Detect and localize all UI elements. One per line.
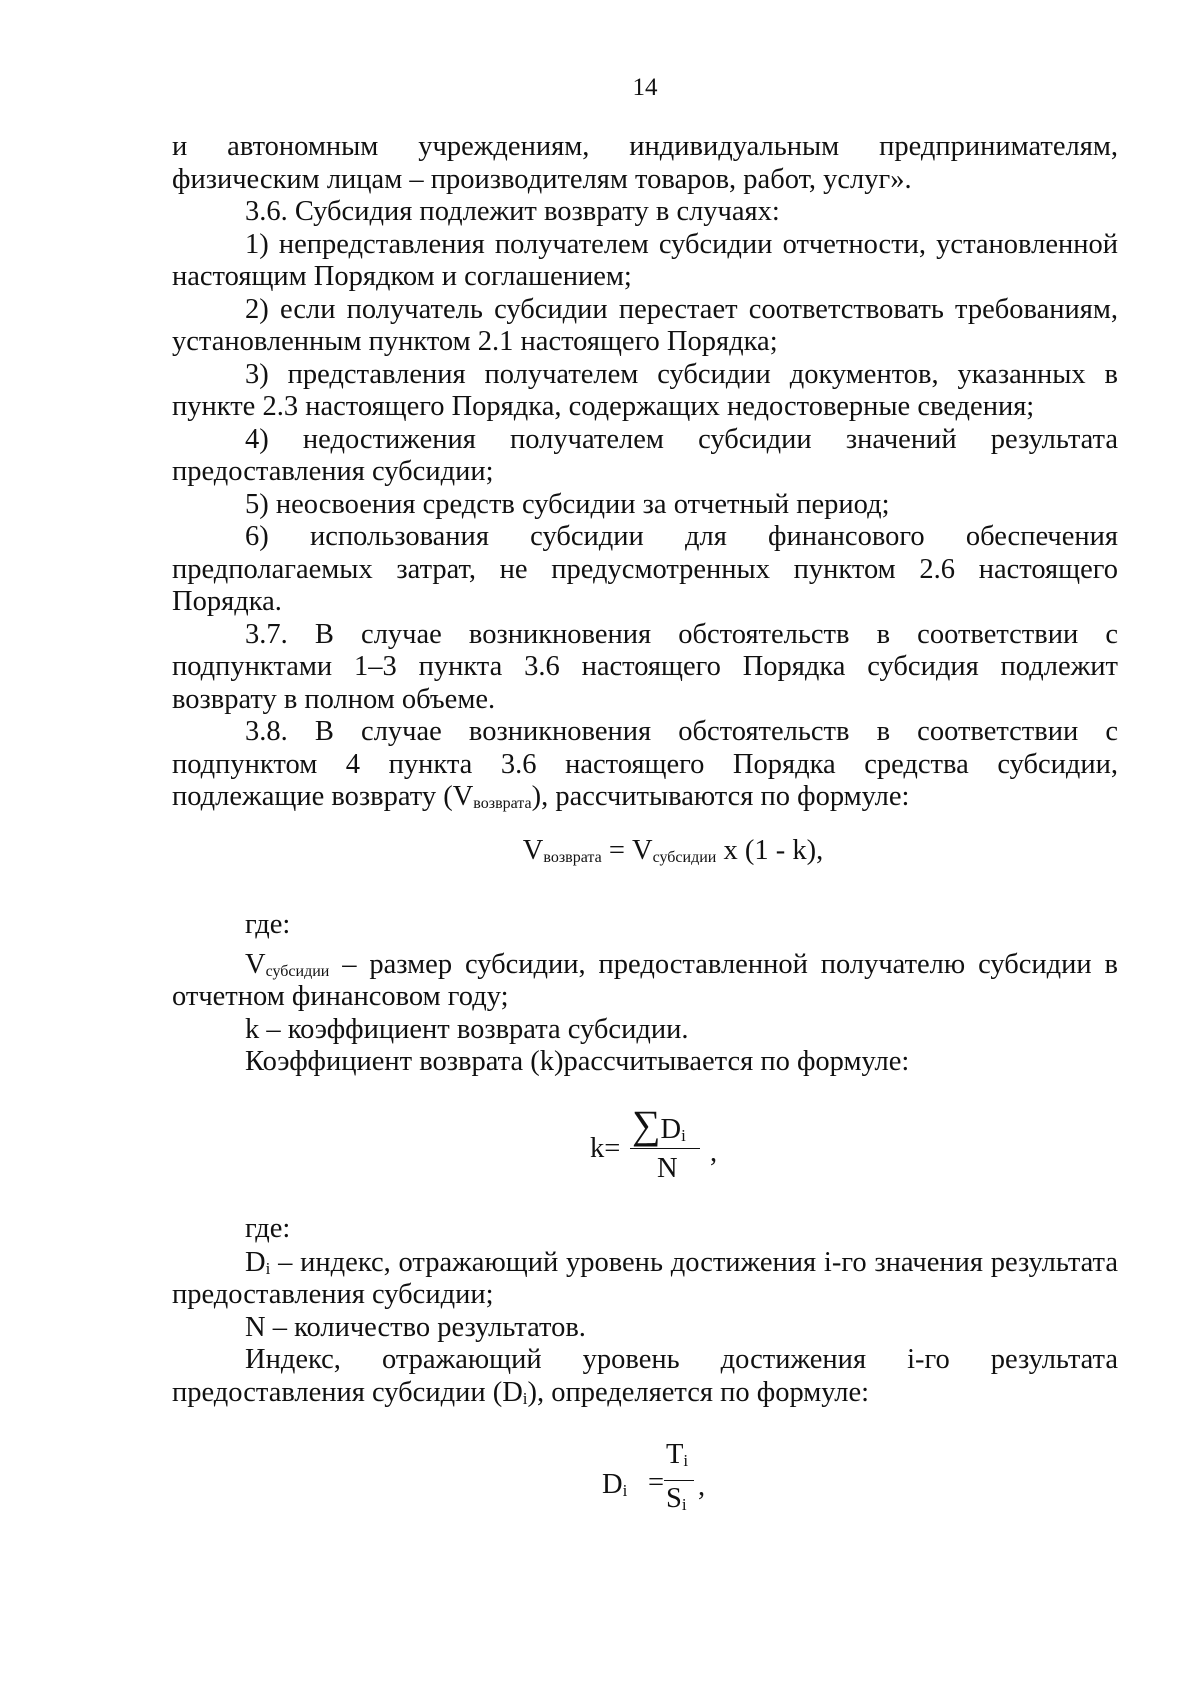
page-number: 14 [632, 74, 658, 101]
denominator-s: S [666, 1483, 682, 1514]
formula-eq-v: = V [601, 834, 653, 866]
fraction-bar-d [664, 1480, 694, 1481]
formula-d-numerator [666, 1439, 688, 1472]
list-item-1: 1) непредставления получателем субсидии отчетности, установленной настоящим Порядком и соглашением; [172, 228, 1118, 292]
where-label-2: где: [245, 1212, 291, 1244]
numerator-t: T [666, 1439, 684, 1470]
index-intro-b: ), определяется по формуле: [527, 1376, 870, 1408]
def-d-text: – индекс, отражающий уровень достижения i-го значения результата предоставления субсидии; [172, 1246, 1118, 1310]
formula-k-numerator [632, 1101, 686, 1147]
list-item-5: 5) неосвоения средств субсидии за отчетный период; [245, 488, 890, 520]
definition-n: N – количество результатов. [245, 1311, 586, 1343]
formula-d-lhs [602, 1469, 627, 1502]
definition-v-subsidii [172, 949, 1118, 1014]
formula-k-denominator: N [657, 1152, 678, 1184]
formula-return-amount-expression [172, 835, 1118, 868]
lhs-d: D [602, 1469, 623, 1500]
numerator-t-sub-i: i [683, 1451, 689, 1470]
index-intro-a: Индекс, отражающий уровень достижения i-го результата предоставления субсидии (D [172, 1344, 1118, 1408]
formula-d-eq: = [648, 1467, 665, 1498]
formula-d-denominator [666, 1483, 687, 1516]
formula-index [172, 1409, 1118, 1514]
subscript-vozvrata: возврата [473, 795, 532, 812]
coefficient-intro: Коэффициент возврата (k)рассчитывается по формуле: [245, 1046, 910, 1077]
numerator-d: D [660, 1113, 682, 1145]
def-sub-subsidii: субсидии [265, 962, 330, 980]
list-item-2: 2) если получатель субсидии перестает соответствовать требованиям, установленным пунктом 2.1 настоящего Порядка; [172, 293, 1118, 357]
numerator-sub-i: i [681, 1125, 686, 1145]
index-intro-sub-i: i [522, 1388, 528, 1408]
definition-k: k – коэффициент возврата субсидии. [245, 1013, 689, 1045]
formula-return-amount [172, 814, 1118, 949]
formula-sub-vozvrata: возврата [543, 848, 602, 866]
def-v-text: – размер субсидии, предоставленной получателю субсидии в отчетном финансовом году; [172, 948, 1118, 1012]
index-intro [172, 1344, 1118, 1409]
fraction-bar [630, 1148, 700, 1149]
def-d-sub-i: i [265, 1258, 271, 1278]
paragraph-3-6: 3.6. Субсидия подлежит возврату в случаях: [245, 196, 780, 227]
list-item-3: 3) представления получателем субсидии документов, указанных в пункте 2.3 настоящего Порядка, содержащих недостоверные сведения; [172, 358, 1118, 422]
document-body [172, 131, 1118, 1514]
formula-rest: х (1 - k), [716, 834, 824, 866]
formula-sub-subsidii: субсидии [652, 848, 717, 866]
formula-v: V [522, 834, 544, 866]
formula-d-comma: , [698, 1471, 706, 1502]
paragraph-3-8-text-a: 3.8. В случае возникновения обстоятельств в соответствии с подпунктом 4 пункта 3.6 настоящего Порядка средства субсидии, подлежащие возврату (V [172, 716, 1118, 812]
def-v: V [245, 948, 266, 980]
paragraph-3-7: 3.7. В случае возникновения обстоятельств в соответствии с подпунктами 1–3 пункта 3.6 настоящего Порядка субсидия подлежит возврату в полном объеме. [172, 618, 1118, 715]
paragraph-3-8-text-b: ), рассчитываются по формуле: [531, 781, 910, 812]
formula-coefficient [172, 1079, 1118, 1247]
formula-k-lhs: k= [590, 1132, 621, 1164]
def-d: D [245, 1246, 266, 1278]
list-item-4: 4) недостижения получателем субсидии значений результата предоставления субсидии; [172, 423, 1118, 487]
where-label-1: где: [245, 908, 291, 940]
paragraph-continuation: и автономным учреждениям, индивидуальным предпринимателям, физическим лицам – производителям товаров, работ, услуг». [172, 131, 1118, 195]
formula-k-comma: , [710, 1136, 718, 1168]
lhs-sub-i: i [622, 1481, 628, 1500]
sigma-symbol: ∑ [632, 1101, 661, 1147]
paragraph-3-8 [172, 716, 1118, 814]
denominator-s-sub-i: i [681, 1495, 687, 1514]
definition-d-i [172, 1247, 1118, 1312]
list-item-6: 6) использования субсидии для финансового обеспечения предполагаемых затрат, не предусмотренных пунктом 2.6 настоящего Порядка. [172, 521, 1118, 617]
